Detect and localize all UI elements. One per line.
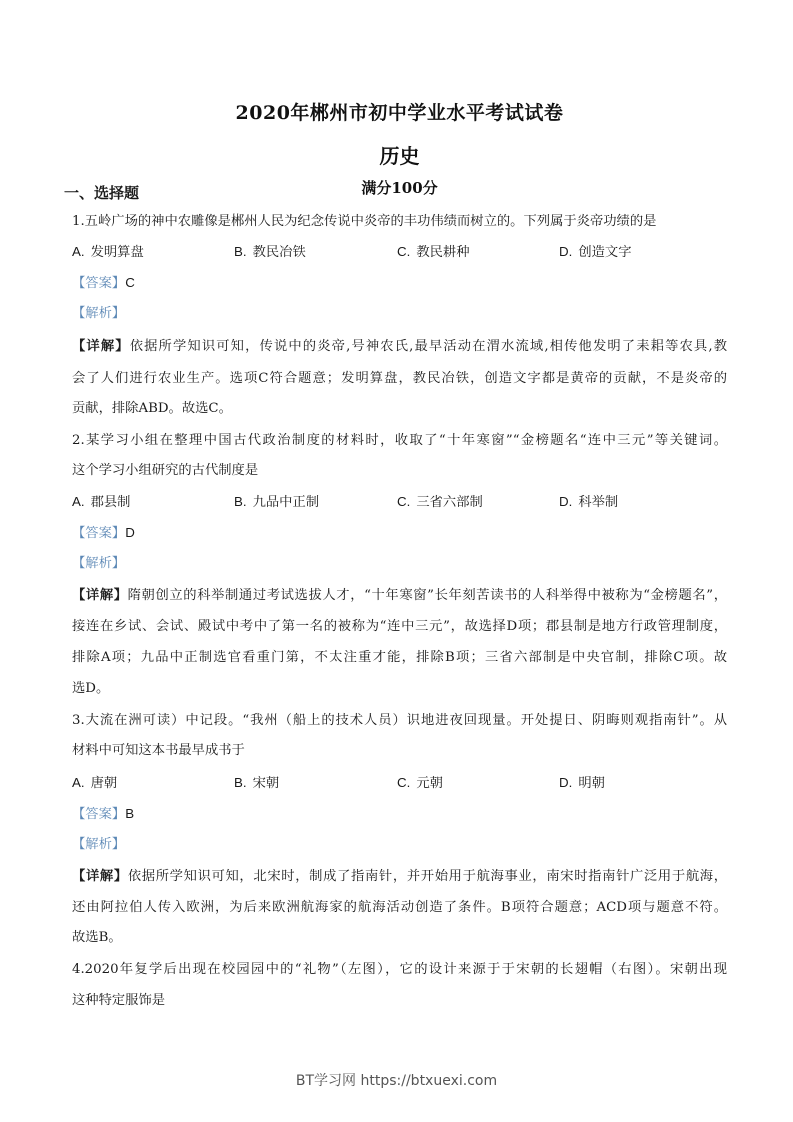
question-3-stem: 3.大流在洲可读）中记段。“我州（船上的技术人员）识地进夜回现量。开处提日、阴晦则观指南针”。从 [72,713,727,728]
option-d: D. 明朝 [559,775,605,791]
section-heading: 一、选择题 [64,184,140,202]
option-a: A. 郡县制 [72,494,131,510]
detail-line: 选D。 [72,681,110,696]
detail-line: 贡献，排除ABD。故选C。 [72,401,232,416]
question-3-stem: 材料中可知这本书最早成书于 [72,743,245,758]
subject-title: 历史 [379,144,420,168]
detail-line: 故选B。 [72,930,122,945]
detail-line: 【详解】依据所学知识可知，传说中的炎帝,号神农氏,最早活动在渭水流域,相传他发明了耒耜等农具,教 [72,339,728,354]
exam-title: 2020年郴州市初中学业水平考试试卷 [235,102,564,124]
answer-line: 【答案】D [72,525,135,541]
full-score: 满分100分 [361,179,438,197]
question-2-stem: 这个学习小组研究的古代制度是 [72,463,259,478]
analysis-label: 【解析】 [72,306,126,321]
detail-line: 接连在乡试、会试、殿试中考中了第一名的被称为“连中三元”，故选择D项；郡县制是地方行政管理制度， [72,619,727,634]
analysis-label: 【解析】 [72,837,126,852]
answer-line: 【答案】C [72,275,135,291]
question-1-stem: 1.五岭广场的神中农雕像是郴州人民为纪念传说中炎帝的丰功伟绩而树立的。下列属于炎帝功绩的是 [72,214,657,229]
question-2-stem: 2.某学习小组在整理中国古代政治制度的材料时，收取了“十年寒窗”“金榜题名“连中三元”等关键词。 [72,433,727,448]
detail-line: 还由阿拉伯人传入欧洲，为后来欧洲航海家的航海活动创造了条件。B项符合题意；ACD项与题意不符。 [72,900,727,915]
answer-line: 【答案】B [72,806,135,822]
option-b: B. 教民冶铁 [234,244,306,260]
option-c: C. 教民耕种 [397,244,470,260]
option-c: C. 三省六部制 [397,494,483,510]
watermark-footer: BT学习网 https://btxuexi.com [295,1073,498,1089]
option-c: C. 元朝 [397,775,443,791]
question-4-stem: 4.2020年复学后出现在校园园中的“礼物”（左图），它的设计来源于于宋朝的长翅帽（右图）。宋朝出现 [72,962,727,977]
option-d: D. 科举制 [559,494,619,510]
option-b: B. 宋朝 [234,775,280,791]
detail-line: 【详解】隋朝创立的科举制通过考试选拔人才，“十年寒窗”长年刻苦读书的人科举得中被称为“金榜题名”， [72,588,727,603]
option-a: A. 唐朝 [72,775,118,791]
detail-line: 会了人们进行农业生产。选项C符合题意；发明算盘，教民冶铁，创造文字都是黄帝的贡献，不是炎帝的 [72,371,727,386]
option-d: D. 创造文字 [559,244,632,260]
option-b: B. 九品中正制 [234,494,320,510]
question-4-stem: 这种特定服饰是 [72,993,166,1008]
option-a: A. 发明算盘 [72,244,144,260]
detail-line: 【详解】依据所学知识可知，北宋时，制成了指南针，并开始用于航海事业，南宋时指南针广泛用于航海， [72,869,728,884]
analysis-label: 【解析】 [72,556,126,571]
detail-line: 排除A项；九品中正制选官看重门第，不太注重才能，排除B项；三省六部制是中央官制，排除C项。故 [72,650,727,665]
